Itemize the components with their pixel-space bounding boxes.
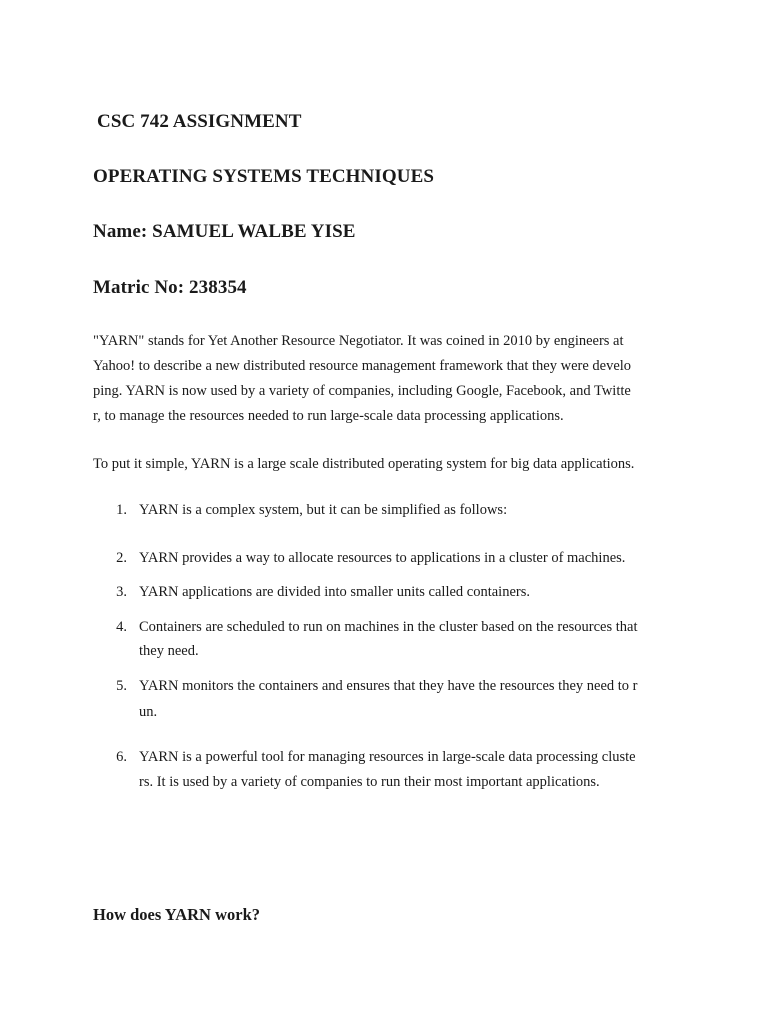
subject-title: OPERATING SYSTEMS TECHNIQUES bbox=[93, 166, 435, 187]
matric-number: Matric No: 238354 bbox=[93, 277, 247, 298]
list-item-text: rs. It is used by a variety of companies to run their most important applications. bbox=[139, 774, 600, 790]
list-item-text: Containers are scheduled to run on machines in the cluster based on the resources that bbox=[139, 619, 638, 635]
list-item-text: they need. bbox=[139, 643, 199, 659]
list-item-text: YARN is a powerful tool for managing resources in large-scale data processing cluste bbox=[139, 749, 636, 765]
list-number: 6. bbox=[116, 749, 127, 765]
list-item-text: un. bbox=[139, 704, 158, 720]
list-number: 5. bbox=[116, 678, 127, 694]
course-title: CSC 742 ASSIGNMENT bbox=[97, 111, 302, 132]
intro-line: r, to manage the resources needed to run large-scale data processing applications. bbox=[93, 408, 564, 424]
intro-line: ping. YARN is now used by a variety of companies, including Google, Facebook, and Twitte bbox=[93, 383, 631, 399]
list-number: 4. bbox=[116, 619, 127, 635]
list-item-text: YARN applications are divided into smaller units called containers. bbox=[139, 584, 530, 600]
list-number: 1. bbox=[116, 502, 127, 518]
list-item-text: YARN is a complex system, but it can be simplified as follows: bbox=[139, 502, 508, 518]
intro-line: Yahoo! to describe a new distributed resource management framework that they were develo bbox=[93, 358, 632, 374]
list-item-text: YARN monitors the containers and ensures that they have the resources they need to r bbox=[139, 678, 638, 694]
list-item-text: YARN provides a way to allocate resources to applications in a cluster of machines. bbox=[139, 550, 626, 566]
list-number: 3. bbox=[116, 584, 127, 600]
intro-line: "YARN" stands for Yet Another Resource Negotiator. It was coined in 2010 by engineers at bbox=[93, 333, 624, 349]
student-name: Name: SAMUEL WALBE YISE bbox=[93, 221, 356, 242]
section-heading: How does YARN work? bbox=[93, 905, 260, 924]
summary-paragraph: To put it simple, YARN is a large scale distributed operating system for big data applications. bbox=[93, 456, 635, 472]
list-number: 2. bbox=[116, 550, 127, 566]
